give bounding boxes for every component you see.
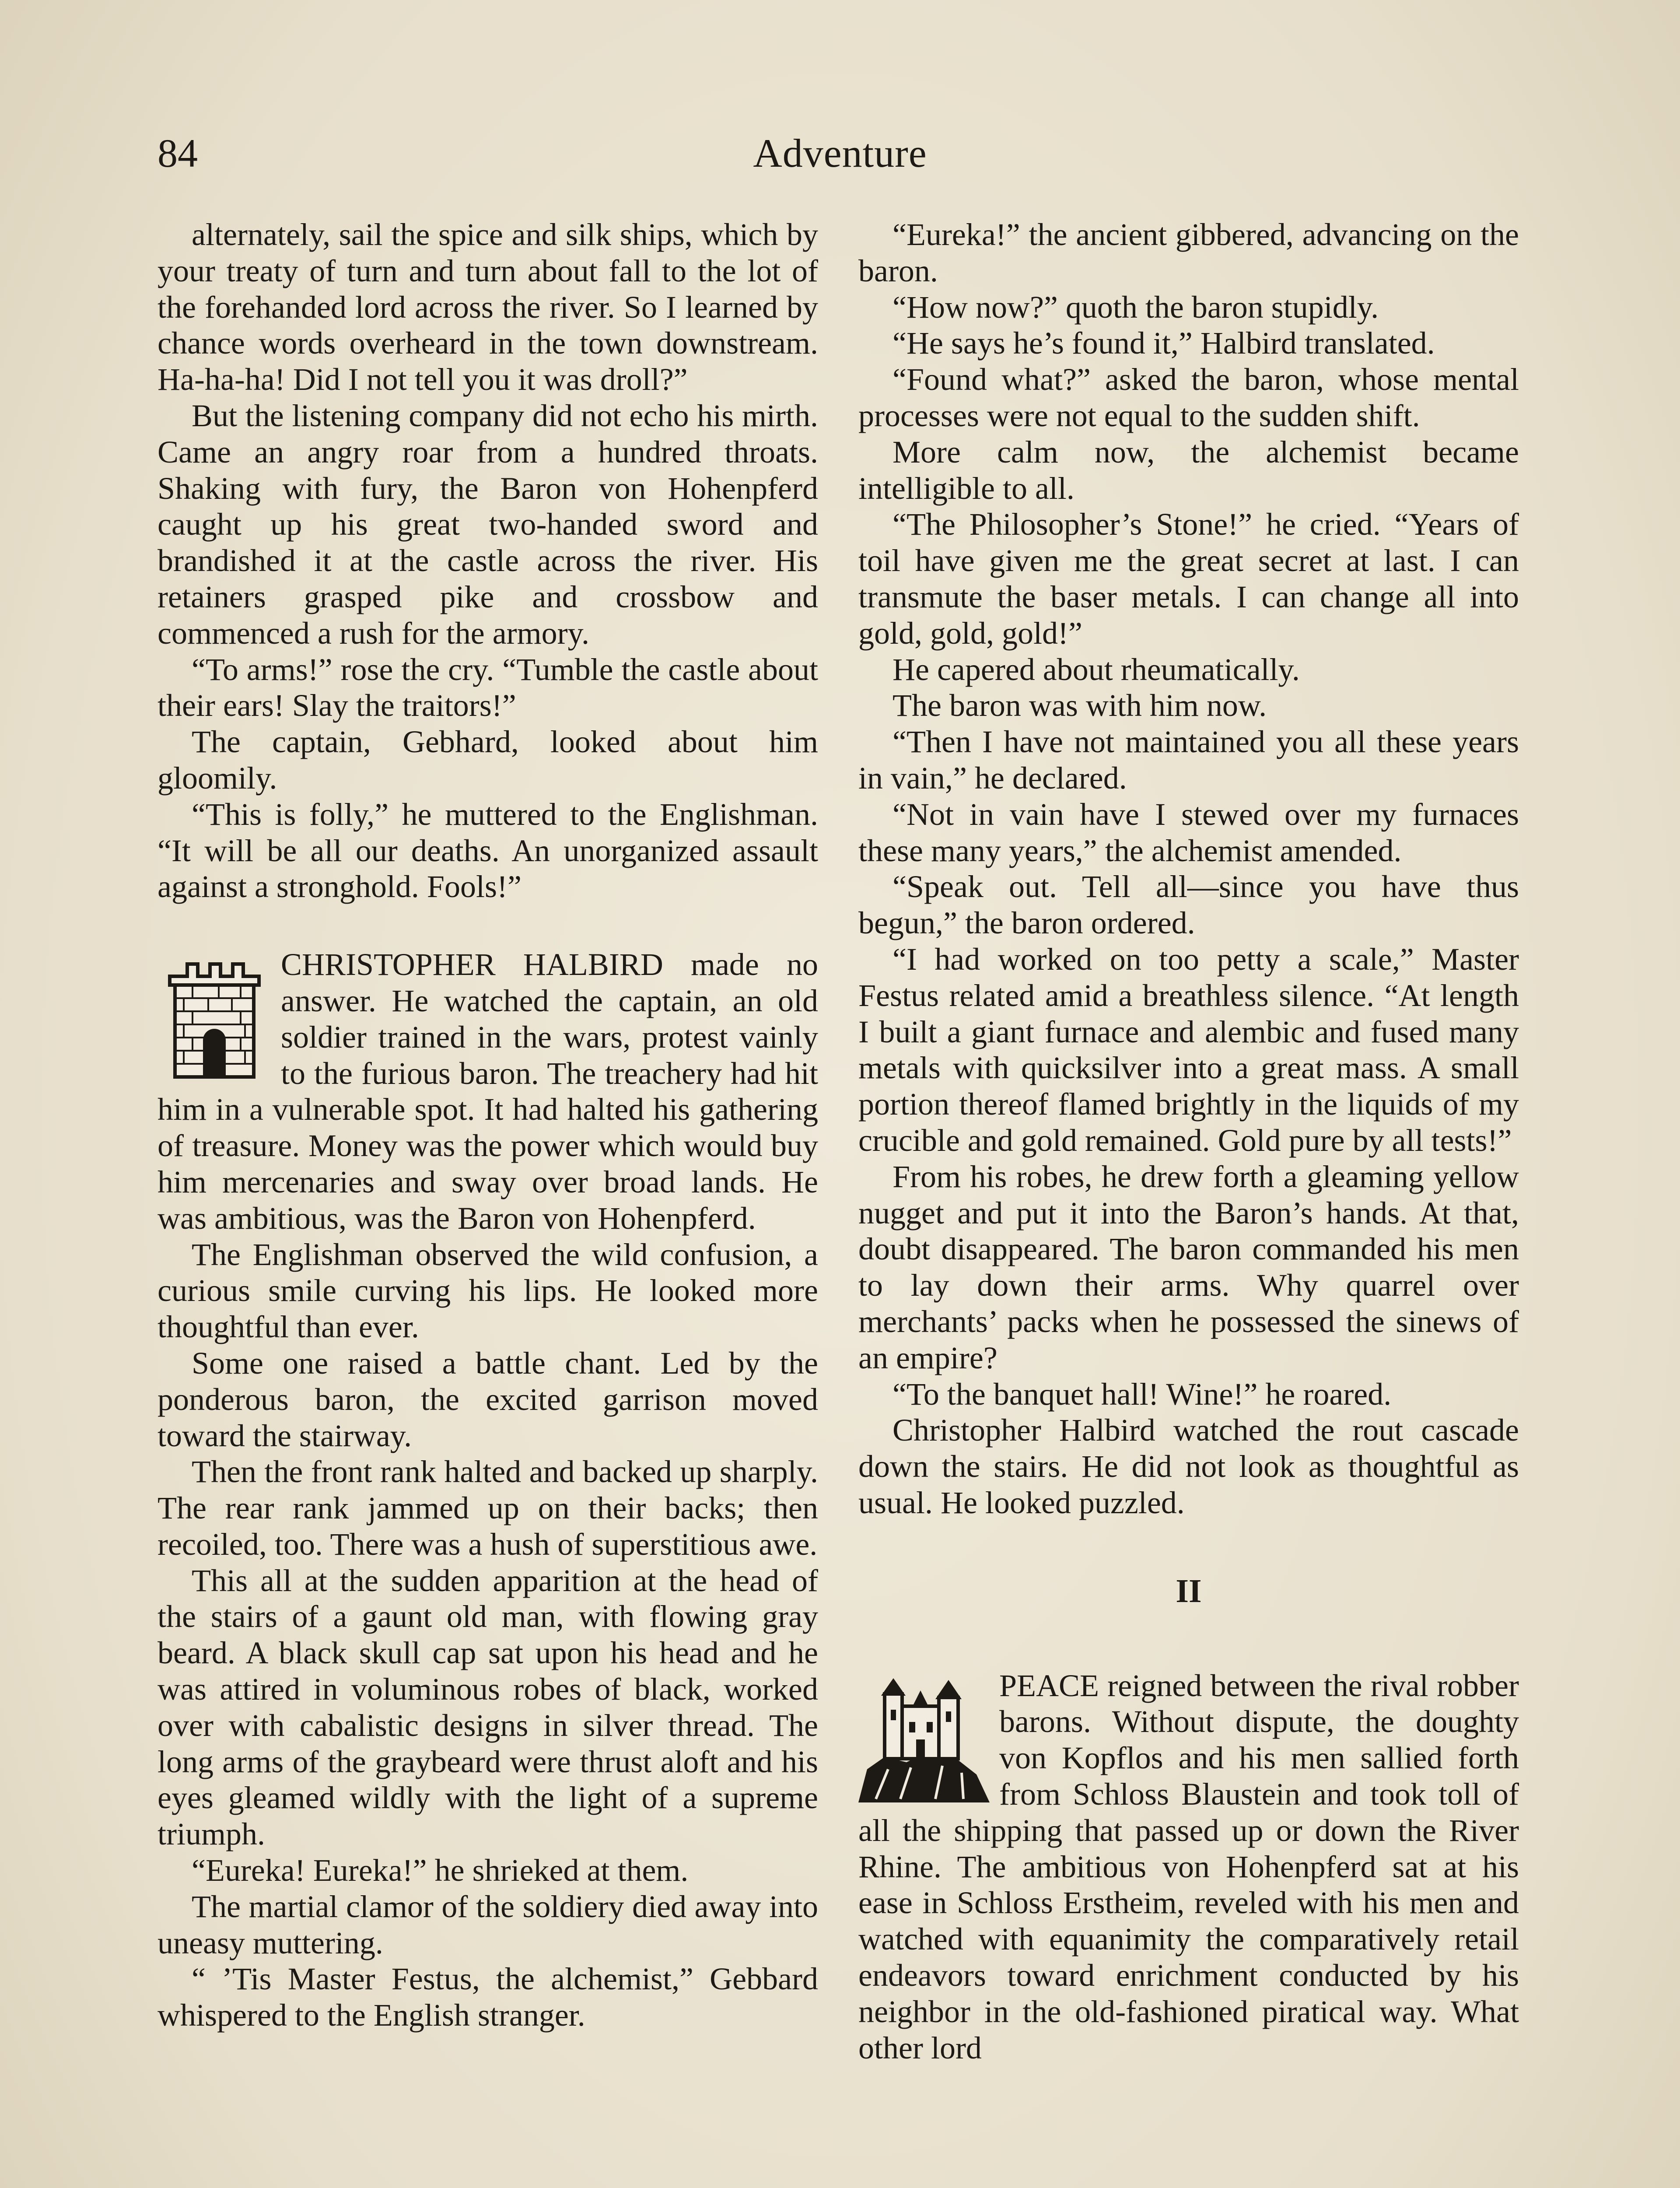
section-number: II <box>1176 1572 1202 1609</box>
paragraph: Some one raised a battle chant. Led by the ponderous baron, the excited garrison moved toward the stairway. <box>158 1345 818 1453</box>
page-number: 84 <box>158 131 198 175</box>
castle-tower-icon <box>158 950 271 1081</box>
paragraph: “This is folly,” he muttered to the Englishman. “It will be all our deaths. An unorganized assault against a stronghold. Fools!” <box>158 796 818 905</box>
paragraph: Then the front rank halted and backed up sharply. The rear rank jammed up on their backs; then recoiled, too. There was a hush of superstitious awe. <box>158 1454 818 1562</box>
paragraph: The Englishman observed the wild confusion, a curious smile curving his lips. He looked more thoughtful than ever. <box>158 1237 818 1345</box>
castle-on-cliff-icon <box>858 1671 990 1802</box>
paragraph: “ ’Tis Master Festus, the alchemist,” Gebbard whispered to the English stranger. <box>158 1961 818 2033</box>
paragraph: “The Philosopher’s Stone!” he cried. “Years of toil have given me the great secret at last. I can transmute the baser metals. I can change all into gold, gold, gold!” <box>858 507 1519 651</box>
paragraph: But the listening company did not echo his mirth. Came an angry roar from a hundred throats. Shaking with fury, the Baron von Hohenpferd caught up his great two-handed sword and brandished it at the castle across the river. His retainers grasped pike and crossbow and commenced a rush for the armory. <box>158 398 818 651</box>
paragraph: More calm now, the alchemist became intelligible to all. <box>858 434 1519 506</box>
paragraph: This all at the sudden apparition at the head of the stairs of a gaunt old man, with flowing gray beard. A black skull cap sat upon his head and he was attired in voluminous robes of black, worked over with cabalistic designs in silver thread. The long arms of the graybeard were thrust aloft and his eyes gleamed wildly with the light of a supreme triumph. <box>158 1563 818 1852</box>
paragraph: Christopher Halbird watched the rout cascade down the stairs. He did not look as thoughtful as usual. He looked puzzled. <box>858 1413 1519 1520</box>
right-column <box>858 217 1519 2066</box>
left-column <box>158 217 818 2034</box>
paragraph: “I had worked on too petty a scale,” Master Festus related amid a breathless silence. “At length I built a giant furnace and alembic and fused many metals with quicksilver into a great mass. A small portion thereof flamed brightly in the liquids of my crucible and gold remained. Gold pure by all tests!” <box>858 941 1519 1158</box>
dropcap-paragraph: CHRISTOPHER HALBIRD made no answer. He watched the captain, an old soldier trained in the wars, protest vainly to the furious baron. The treachery had hit him in a vulnerable spot. It had halted his gathering of treasure. Money was the power which would buy him mercenaries and sway over broad lands. He was ambitious, was the Baron von Hohenpferd. <box>158 947 818 1236</box>
dropcap-section <box>858 1668 1519 2066</box>
dropcap-paragraph: PEACE reigned between the rival robber barons. Without dispute, the doughty von Kopflos and his men sallied forth from Schloss Blaustein and took toll of all the shipping that passed up or down the River Rhine. The ambitious von Hohenpferd sat at his ease in Schloss Erstheim, reveled with his men and watched with equanimity the comparatively retail endeavors toward enrichment conducted by his neighbor in the old-fashioned piratical way. What other lord <box>858 1668 1519 2065</box>
paragraph: “How now?” quoth the baron stupidly. <box>892 289 1379 325</box>
paragraph: The captain, Gebhard, looked about him gloomily. <box>158 724 818 796</box>
paragraph: He capered about rheumatically. <box>892 652 1300 687</box>
paragraph: “To the banquet hall! Wine!” he roared. <box>892 1376 1392 1412</box>
paragraph: “To arms!” rose the cry. “Tumble the castle about their ears! Slay the traitors!” <box>158 652 818 723</box>
paragraph: From his robes, he drew forth a gleaming yellow nugget and put it into the Baron’s hands. At that, doubt disappeared. The baron commanded his men to lay down their arms. Why quarrel over merchants’ packs when he possessed the sinews of an empire? <box>858 1159 1519 1375</box>
page-header <box>158 127 1522 188</box>
paragraph: alternately, sail the spice and silk ships, which by your treaty of turn and turn about fall to the lot of the forehanded lord across the river. So I learned by chance words overheard in the town downstream. Ha-ha-ha! Did I not tell you it was droll?” <box>158 217 818 397</box>
dropcap-section <box>158 947 818 1236</box>
paragraph: The martial clamor of the soldiery died away into uneasy muttering. <box>158 1889 818 1960</box>
paragraph: “Found what?” asked the baron, whose mental processes were not equal to the sudden shift. <box>858 362 1519 433</box>
paragraph: “Then I have not maintained you all these years in vain,” he declared. <box>858 724 1519 796</box>
running-head: Adventure <box>753 131 927 175</box>
paragraph: The baron was with him now. <box>892 688 1267 723</box>
paragraph: “Eureka! Eureka!” he shrieked at them. <box>192 1853 689 1888</box>
paragraph: “Eureka!” the ancient gibbered, advancing on the baron. <box>858 217 1519 288</box>
paragraph: “Speak out. Tell all—since you have thus begun,” the baron ordered. <box>858 869 1519 941</box>
paragraph: “Not in vain have I stewed over my furnaces these many years,” the alchemist amended. <box>858 796 1519 868</box>
paragraph: “He says he’s found it,” Halbird translated. <box>892 326 1435 361</box>
